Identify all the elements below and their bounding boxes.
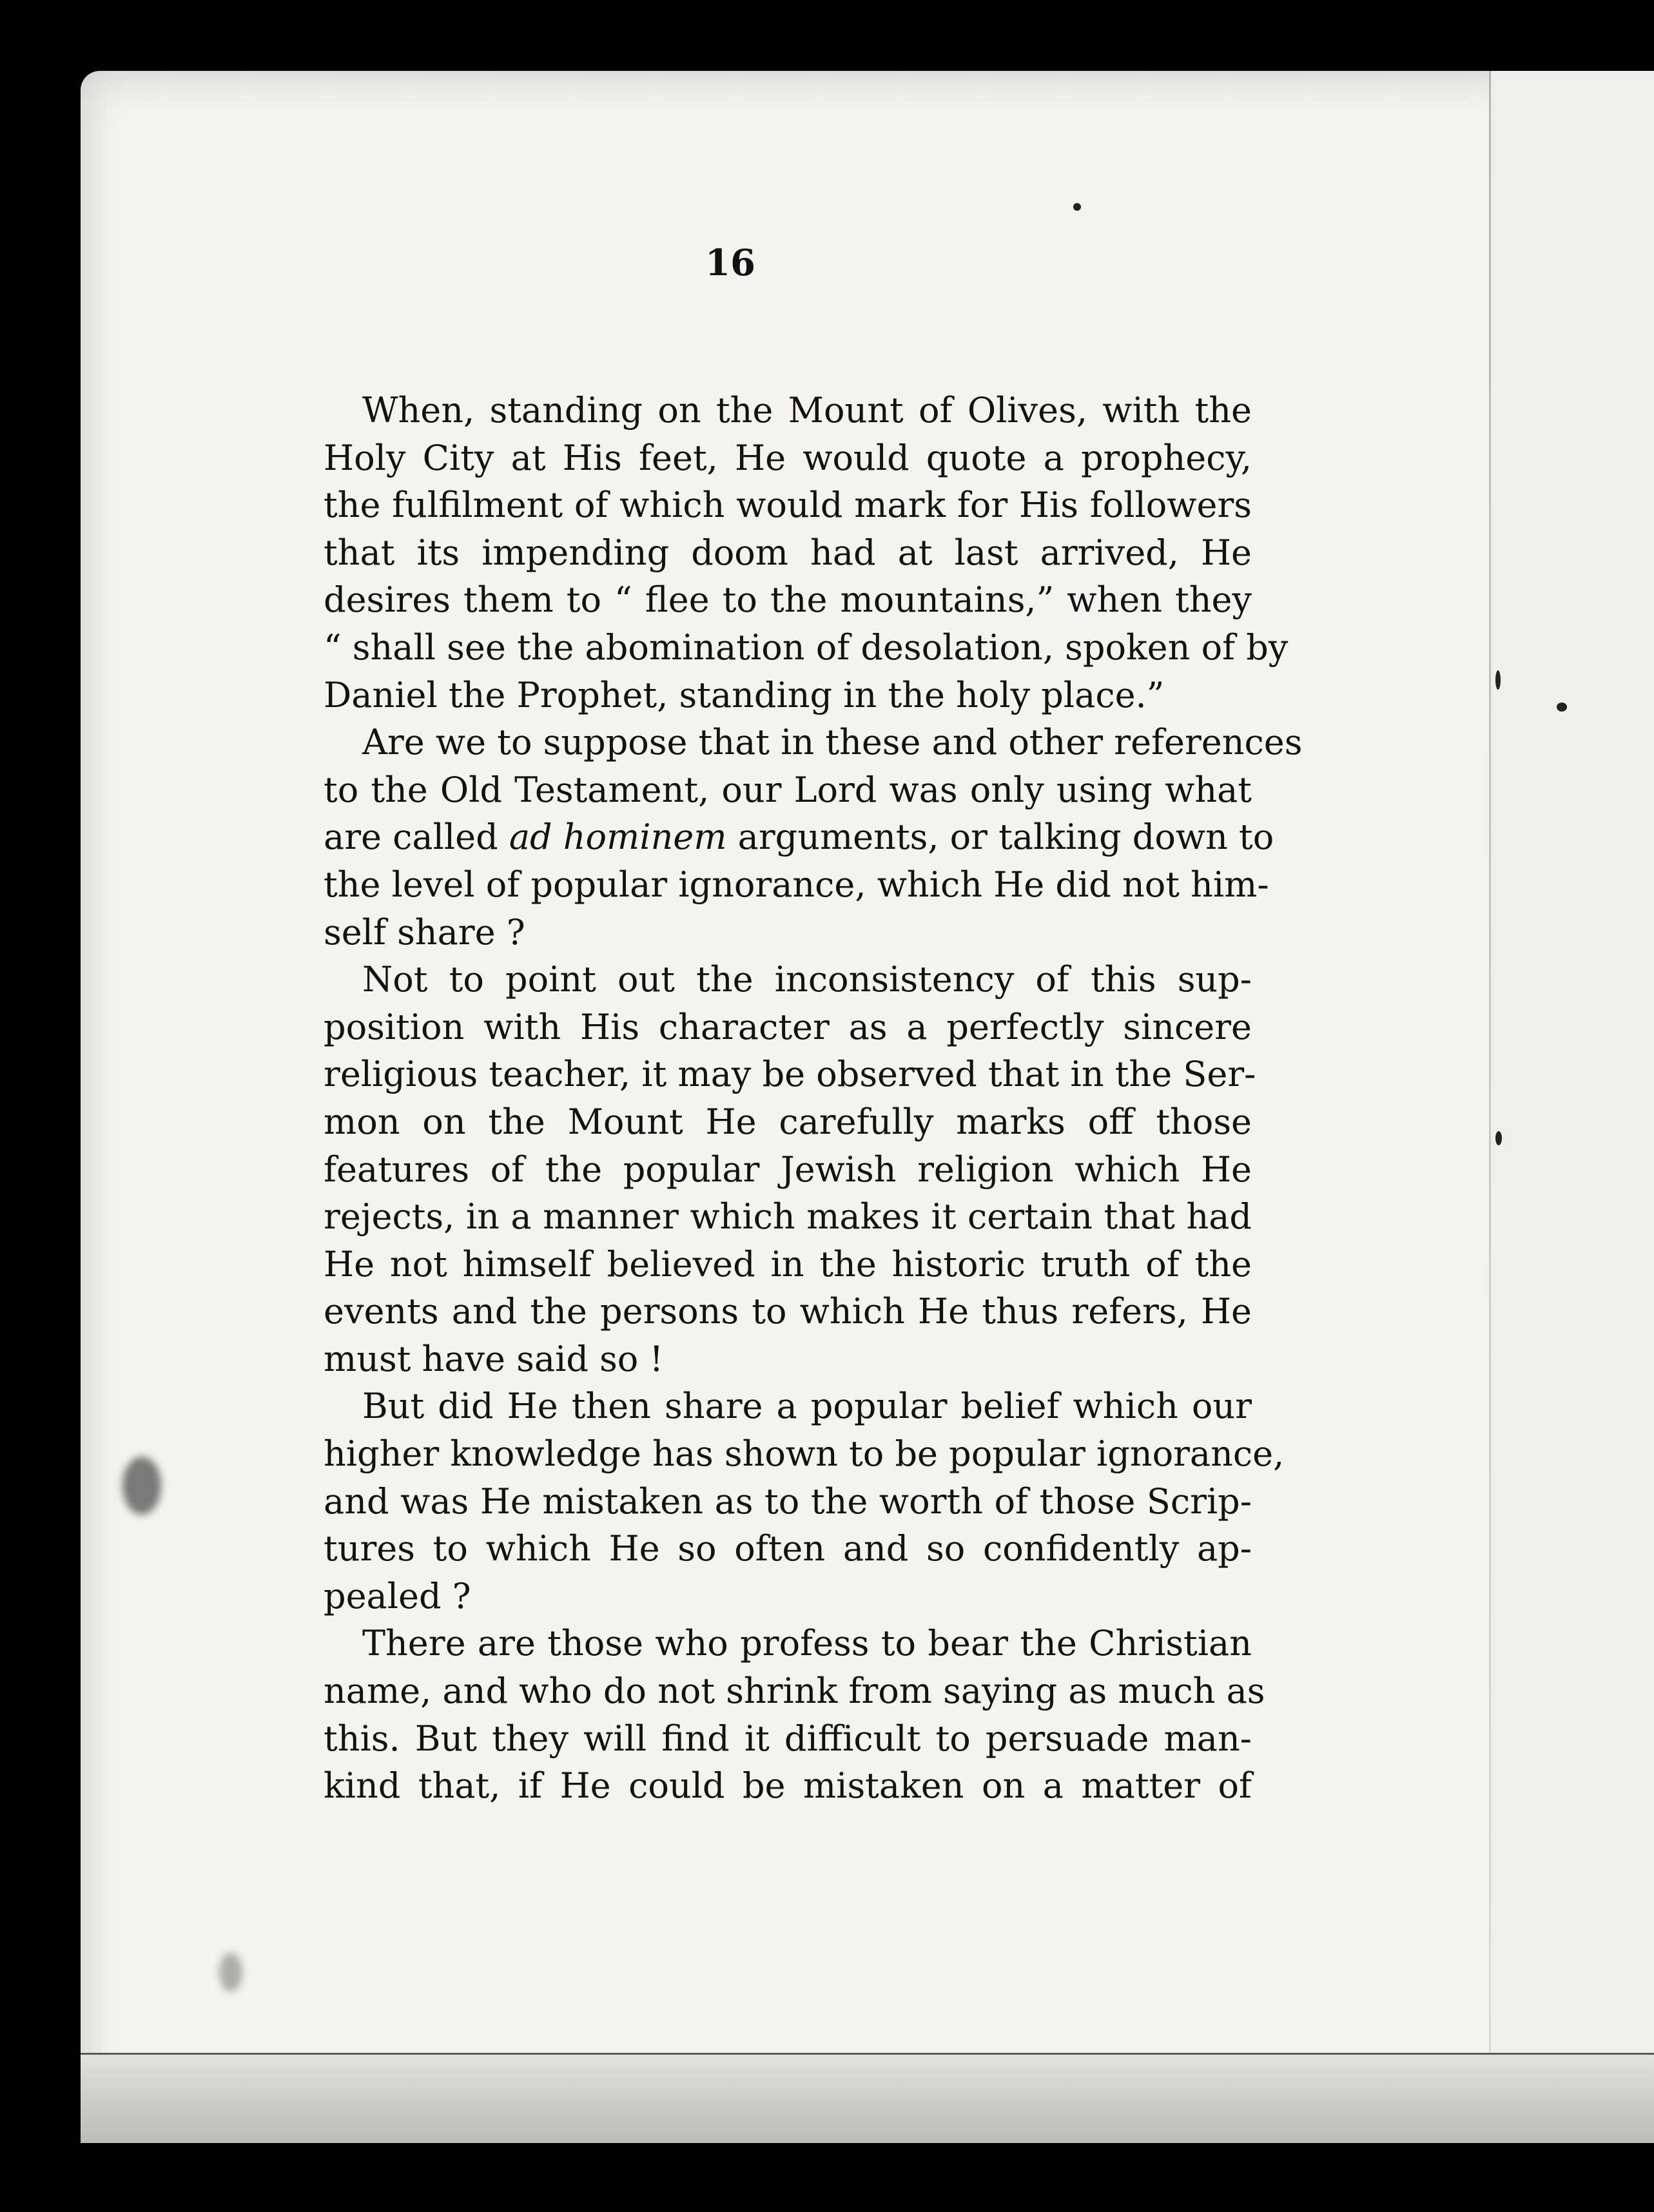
text-line: Not to point out the inconsistency of this sup- [362,959,1252,1000]
text-line-with-italic [324,813,1274,861]
ink-speck [1495,1131,1502,1145]
text-line: that its impending doom had at last arrived, He [324,532,1252,573]
text-line: Daniel the Prophet, standing in the holy place.” [324,674,1165,715]
ink-speck [1073,203,1081,211]
italic-phrase: ad hominem [509,817,727,858]
text-line: He not himself believed in the historic truth of the [324,1243,1252,1285]
text-fragment: are called [324,817,509,858]
text-line: mon on the Mount He carefully marks off those [324,1101,1252,1142]
page-fold-line [1489,71,1491,2069]
text-fragment: level of popular ignorance, which He did not him- [391,864,1269,905]
text-line: higher knowledge has shown to be popular ignorance, [324,1433,1285,1475]
text-line: There are those who profess to bear the Christian [362,1623,1252,1664]
text-line: events and the persons to which He thus refers, He [324,1291,1252,1332]
ink-smudge [219,1953,242,1992]
text-line: pealed ? [324,1575,471,1616]
text-fragment: the [324,864,392,905]
text-line: When, standing on the Mount of Olives, with the [362,390,1252,431]
text-line: But did He then share a popular belief which our [362,1386,1252,1427]
ink-speck [1495,670,1501,690]
body-text [324,387,1303,1810]
page-number: 16 [705,242,755,284]
text-line: position with His character as a perfectly sincere [324,1006,1252,1047]
text-line: “ shall see the abomination of desolation, spoken of by [324,626,1289,668]
text-fragment: arguments, or talking down to [726,817,1274,858]
text-line: self share ? [324,911,525,953]
ink-smudge [122,1457,161,1515]
text-line: name, and who do not shrink from saying as much as [324,1671,1265,1712]
adjacent-page-strip [1491,71,1654,2143]
page-bottom-edge [81,2055,1654,2143]
text-line: religious teacher, it may be observed that in the Ser- [324,1054,1256,1095]
text-line [324,861,1269,909]
ink-speck [1557,703,1567,712]
page-bottom-rule [81,2053,1654,2055]
text-line: kind that, if He could be mistaken on a matter of [324,1765,1252,1807]
text-line: this. But they will find it difficult to persuade man- [324,1718,1252,1759]
text-line: Are we to suppose that in these and other references [362,722,1303,763]
text-line: rejects, in a manner which makes it certain that had [324,1196,1252,1237]
text-line: must have said so ! [324,1338,664,1379]
text-line: the fulfilment of which would mark for His followers [324,485,1252,526]
text-line: and was He mistaken as to the worth of those Scrip- [324,1480,1252,1522]
text-line: Holy City at His feet, He would quote a prophecy, [324,437,1252,478]
text-line: features of the popular Jewish religion which He [324,1149,1252,1190]
text-line: to the Old Testament, our Lord was only using what [324,769,1252,810]
text-line: desires them to “ flee to the mountains,” when they [324,579,1252,621]
text-line: tures to which He so often and so confidently ap- [324,1528,1252,1569]
